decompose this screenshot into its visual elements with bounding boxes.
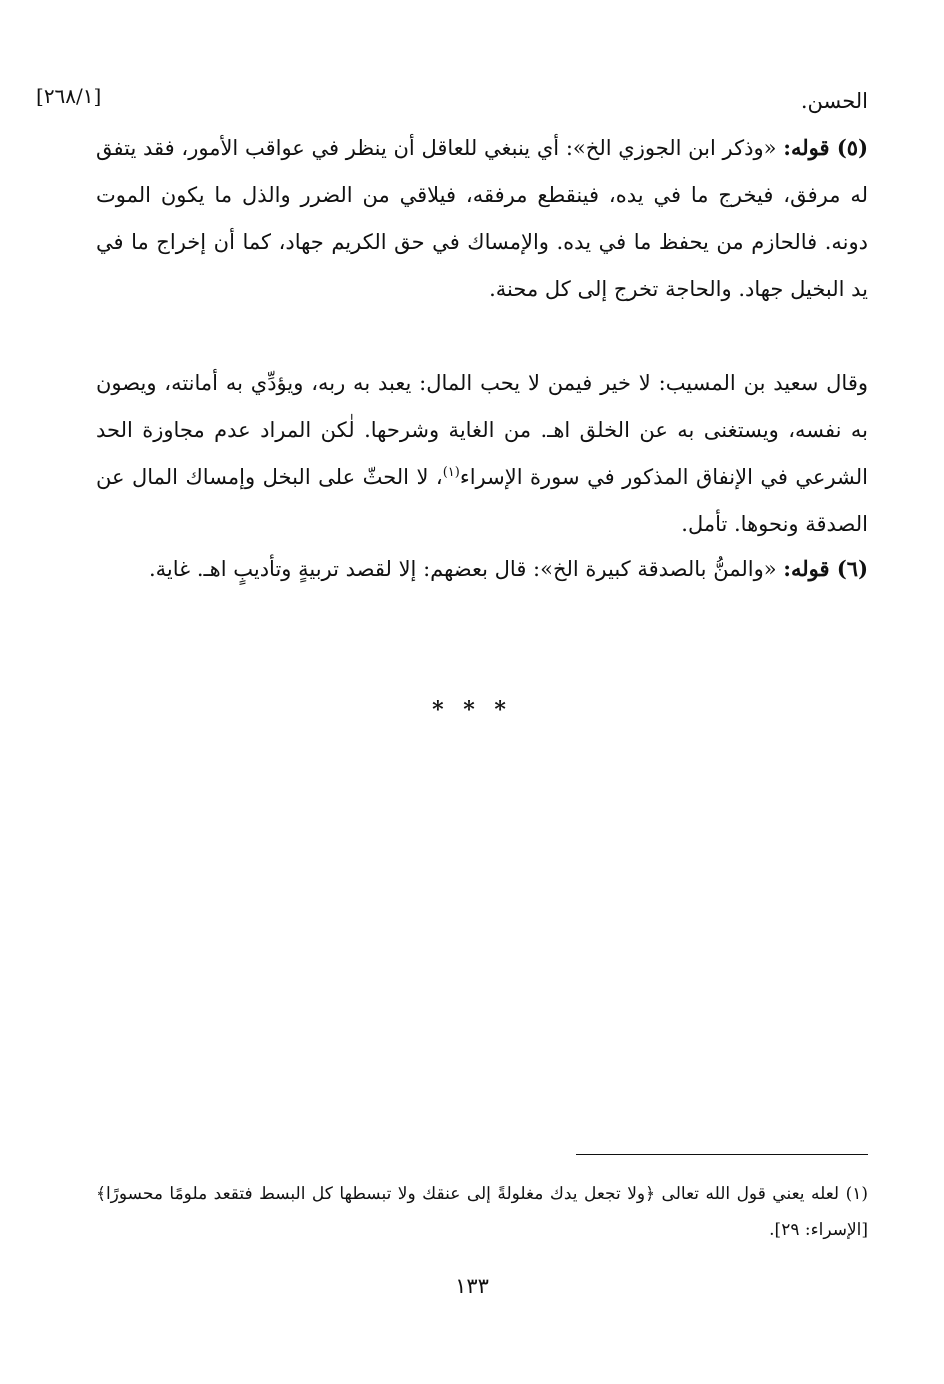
footnote-separator xyxy=(576,1154,868,1155)
footnote-marker: (١) xyxy=(442,465,460,480)
paragraph-text: وقال سعيد بن المسيب: لا خير فيمن لا يحب المال: يعبد به ربه، ويؤدِّي به أمانته، ويصون به نفسه، ويستغنى به عن الخلق اهـ. من الغاية وشرحها. لٰكن المراد عدم مجاوزة الحد الشرعي في الإنفاق المذكور في سورة الإسراء xyxy=(96,371,868,489)
volume-page-reference: [٢٦٨/١] xyxy=(36,84,102,108)
section-divider: * * * xyxy=(432,697,512,723)
paragraph-text-continued: ، لا الحثّ على البخل وإمساك المال عن الصدقة ونحوها. تأمل. xyxy=(96,465,868,536)
continued-text-line: الحسن. xyxy=(800,89,868,113)
paragraph-quote xyxy=(96,360,868,548)
note-label: (٦) قوله: xyxy=(783,556,868,581)
note-label: (٥) قوله: xyxy=(783,135,868,160)
footnote-text: (١) لعله يعني قول الله تعالى ﴿ولا تجعل يدك مغلولةً إلى عنقك ولا تبسطها كل البسط فتقعد ملومًا محسورًا﴾ [الإسراء: ٢٩]. xyxy=(96,1184,868,1240)
paragraph-note-5 xyxy=(96,124,868,313)
paragraph-text: «والمنُّ بالصدقة كبيرة الخ»: قال بعضهم: إلا لقصد تربيةٍ وتأديبٍ اهـ. غاية. xyxy=(148,557,784,581)
paragraph-text: «وذكر ابن الجوزي الخ»: أي ينبغي للعاقل أن ينظر في عواقب الأمور، فقد يتفق له مرفق، فيخرج ما في يده، فينقطع مرفقه، فيلاقي من الضرر والذل ما يكون الموت دونه. فالحازم من يحفظ ما في يده. والإمساك في حق الكريم جهاد، كما أن إخراج ما في يد البخيل جهاد. والحاجة تخرج إلى كل محنة. xyxy=(96,136,868,301)
page-number: ١٣٣ xyxy=(455,1274,489,1298)
paragraph-note-6 xyxy=(96,545,868,593)
footnote xyxy=(96,1176,868,1248)
